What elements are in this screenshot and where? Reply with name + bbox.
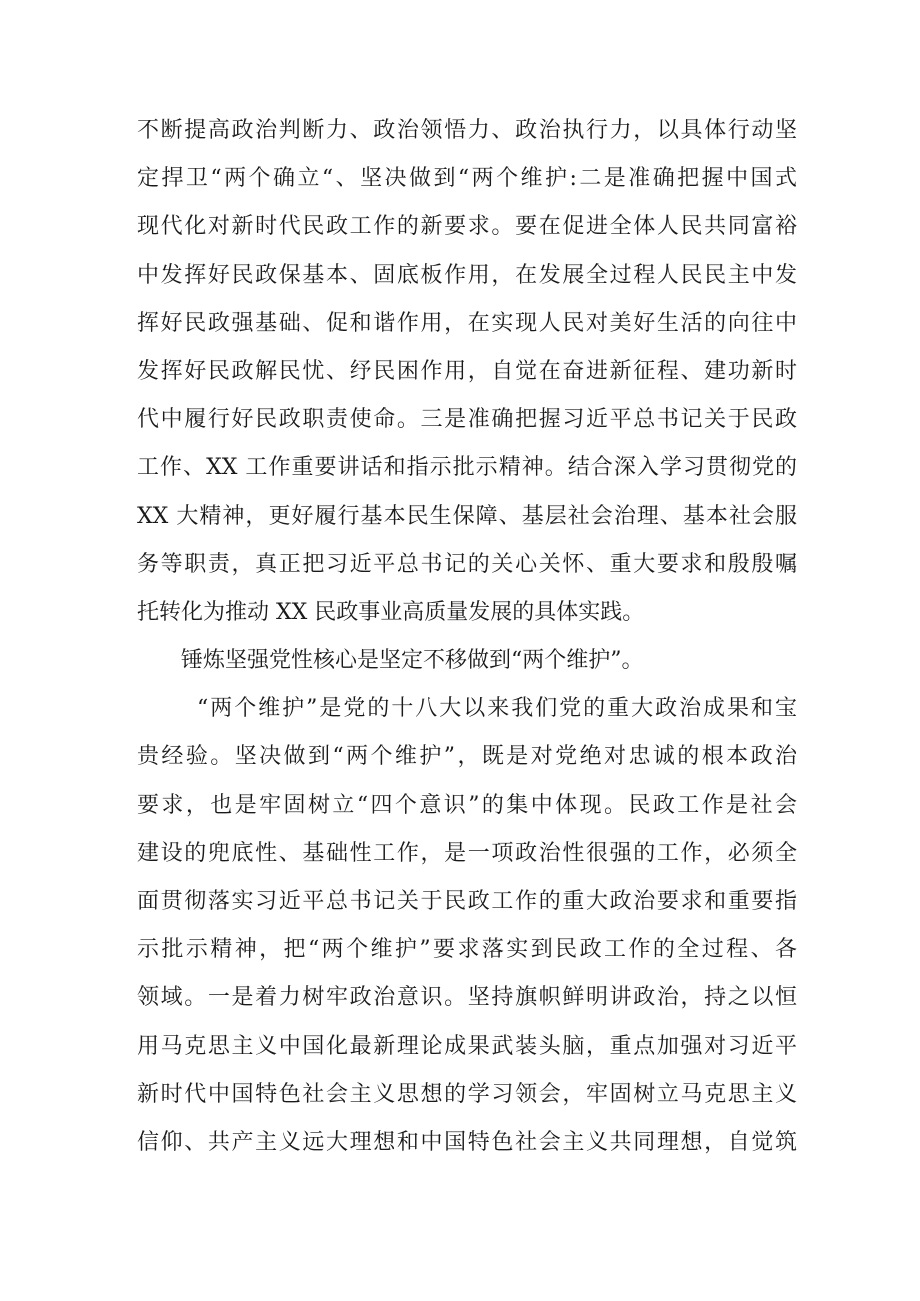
paragraph-2-line-2: 贵经验。坚决做到“两个维护”，既是对党绝对忠诚的根本政治 [137,744,797,770]
paragraph-1-line-3: 现代化对新时代民政工作的新要求。要在促进全体人民共同富裕 [137,214,797,240]
paragraph-1-line-8: 工作、XX 工作重要讲话和指示批示精神。结合深入学习贯彻党的 [137,455,797,481]
paragraph-1-line-5: 挥好民政强基础、促和谐作用，在实现人民对美好生活的向往中 [137,310,797,336]
paragraph-1-line-10: 务等职责，真正把习近平总书记的关心关怀、重大要求和殷殷嘱 [137,551,797,577]
paragraph-2-line-9: 新时代中国特色社会主义思想的学习领会，牢固树立马克思主义 [137,1081,797,1107]
paragraph-1-line-9: XX 大精神，更好履行基本民生保障、基层社会治理、基本社会服 [137,503,797,529]
paragraph-1-line-7: 代中履行好民政职责使命。三是准确把握习近平总书记关于民政 [137,407,797,433]
paragraph-2-line-4: 建设的兜底性、基础性工作，是一项政治性很强的工作，必须全 [137,840,797,866]
paragraph-2-line-10: 信仰、共产主义远大理想和中国特色社会主义共同理想，自觉筑 [137,1129,797,1155]
document-body [137,107,797,1167]
paragraph-2-line-1: “两个维护”是党的十八大以来我们党的重大政治成果和宝 [197,696,797,722]
paragraph-1-line-4: 中发挥好民政保基本、固底板作用，在发展全过程人民民主中发 [137,262,797,288]
paragraph-1-line-2: 定捍卫“两个确立“、坚决做到“两个维护:二是准确把握中国式 [137,166,797,192]
paragraph-1-line-6: 发挥好民政解民忧、纾民困作用，自觉在奋进新征程、建功新时 [137,358,797,384]
paragraph-2-line-3: 要求，也是牢固树立“四个意识”的集中体现。民政工作是社会 [137,792,797,818]
paragraph-1-line-11: 托转化为推动 XX 民政事业高质量发展的具体实践。 [137,599,645,625]
paragraph-2-line-6: 示批示精神，把“两个维护”要求落实到民政工作的全过程、各 [137,937,797,963]
paragraph-2-line-5: 面贯彻落实习近平总书记关于民政工作的重大政治要求和重要指 [137,889,797,914]
paragraph-1-line-1: 不断提高政治判断力、政治领悟力、政治执行力，以具体行动坚 [137,118,797,143]
section-heading: 锤炼坚强党性核心是坚定不移做到“两个维护”。 [181,648,644,674]
paragraph-2-line-8: 用马克思主义中国化最新理论成果武装头脑，重点加强对习近平 [137,1033,797,1059]
paragraph-2-line-7: 领域。一是着力树牢政治意识。坚持旗帜鲜明讲政治，持之以恒 [137,985,797,1011]
